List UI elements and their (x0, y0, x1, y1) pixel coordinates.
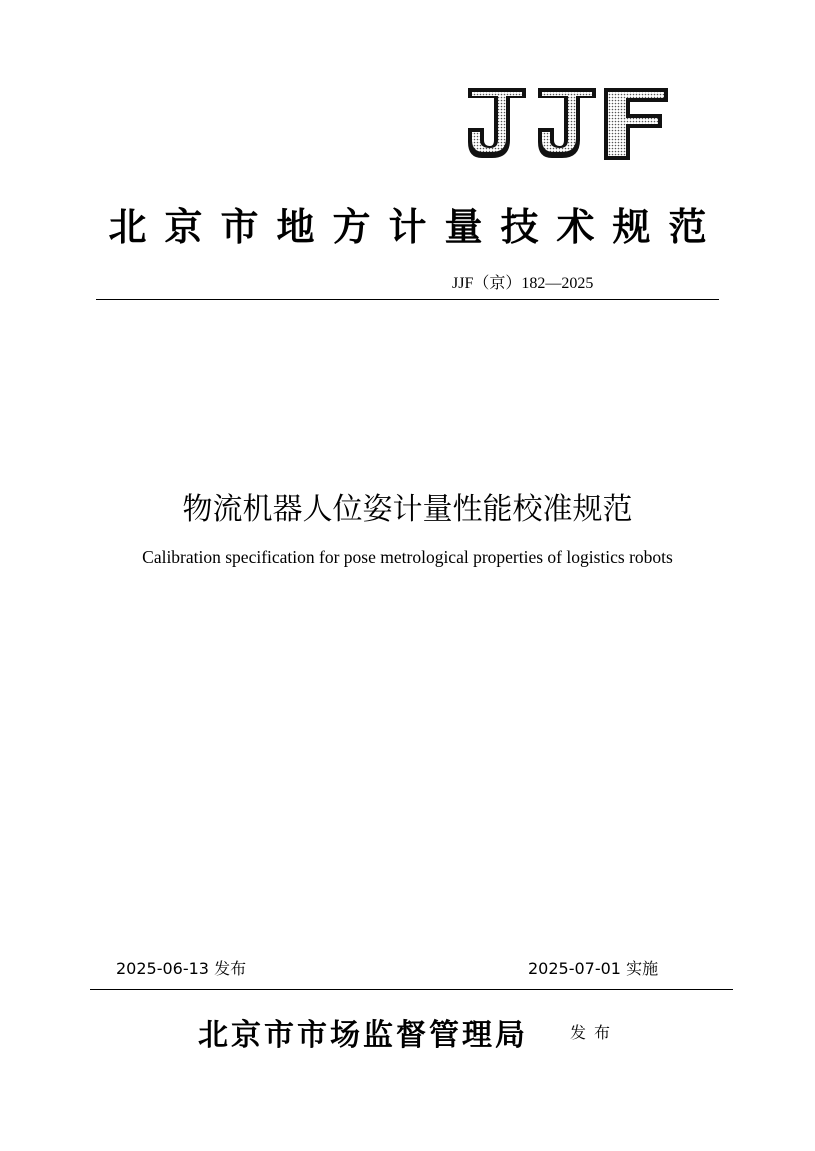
publisher-name: 北京市市场监督管理局 (198, 1018, 528, 1053)
header-divider (96, 299, 719, 300)
issue-date: 2025-06-13 发布 (116, 959, 247, 978)
publish-label: 发布 (570, 1023, 619, 1042)
footer-divider (90, 989, 733, 990)
logo-letter-j2 (538, 88, 596, 158)
standard-code: JJF（京）182—2025 (452, 275, 594, 292)
logo-letter-f (604, 88, 668, 160)
logo-letter-j1 (468, 88, 526, 158)
implementation-date: 2025-07-01 实施 (528, 959, 659, 978)
jjf-logo (464, 84, 670, 162)
document-title-chinese: 物流机器人位姿计量性能校准规范 (182, 492, 633, 527)
document-title-english: Calibration specification for pose metrological properties of logistics robots (142, 547, 673, 567)
standard-series-title: 北京市地方计量技术规范 (108, 204, 725, 249)
